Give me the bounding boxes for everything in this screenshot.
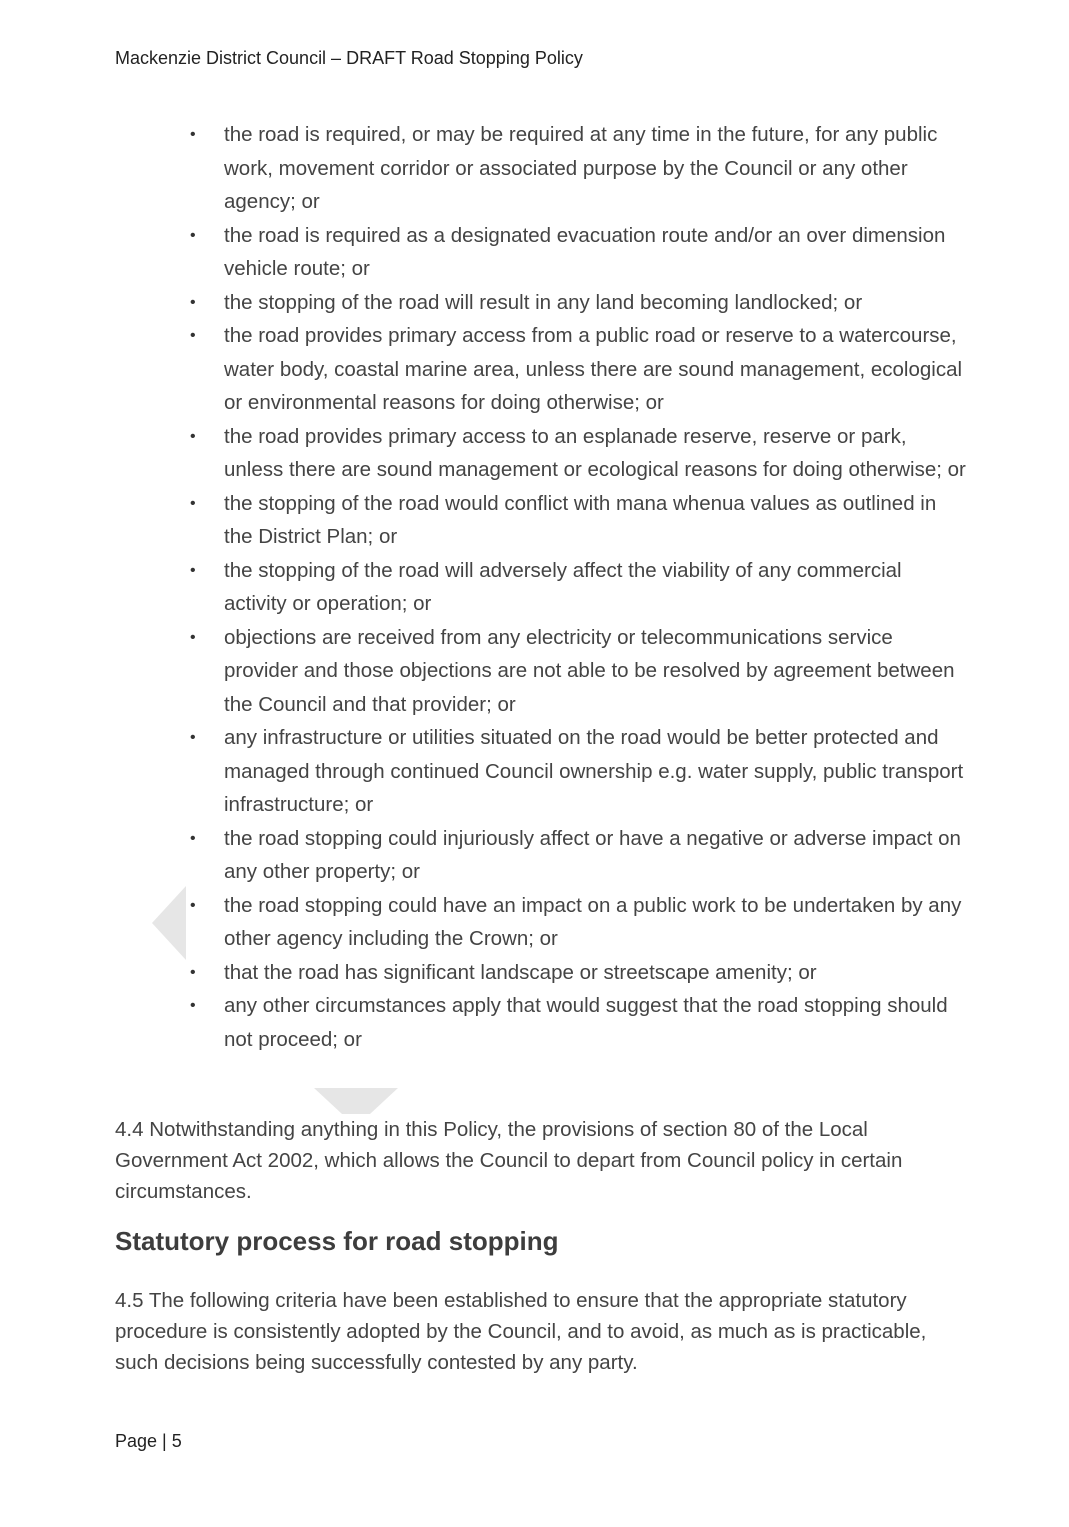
bullet-icon: • bbox=[190, 829, 196, 847]
list-item-text: objections are received from any electricity or telecommunications service provider and those objections are not able to be resolved by agreement between the Council and that provider; or bbox=[224, 625, 955, 716]
running-header: Mackenzie District Council – DRAFT Road Stopping Policy bbox=[115, 48, 583, 68]
bullet-icon: • bbox=[190, 494, 196, 512]
bullet-icon: • bbox=[190, 896, 196, 914]
list-item-text: the stopping of the road will result in any land becoming landlocked; or bbox=[224, 290, 863, 314]
bullet-icon: • bbox=[190, 293, 196, 311]
list-item-text: that the road has significant landscape or streetscape amenity; or bbox=[224, 960, 817, 984]
page-number-footer: Page | 5 bbox=[115, 1431, 182, 1451]
list-item-text: the road is required as a designated evacuation route and/or an over dimension vehicle route; or bbox=[224, 223, 946, 280]
watermark-left-arrow-shape bbox=[152, 886, 186, 960]
paragraph-4-5: 4.5 The following criteria have been established to ensure that the appropriate statutory procedure is consistently adopted by the Council, and to avoid, as much as is practicable, such decisions being successfully contested by any party. bbox=[115, 1289, 927, 1374]
list-item bbox=[186, 621, 966, 722]
list-item-text: the road provides primary access from a public road or reserve to a watercourse, water body, coastal marine area, unless there are sound management, ecological or environmental reasons for doing otherwise; or bbox=[224, 324, 963, 414]
list-item bbox=[186, 219, 966, 286]
list-item-text: any other circumstances apply that would suggest that the road stopping should not proceed; or bbox=[224, 994, 948, 1051]
list-item-text: the stopping of the road would conflict with mana whenua values as outlined in the District Plan; or bbox=[224, 491, 937, 548]
list-item bbox=[186, 956, 966, 990]
bullet-icon: • bbox=[190, 997, 196, 1014]
list-item bbox=[186, 989, 966, 1056]
section-heading: Statutory process for road stopping bbox=[115, 1226, 559, 1256]
list-item bbox=[186, 889, 966, 956]
bullet-icon: • bbox=[190, 226, 196, 244]
criteria-bullet-list bbox=[186, 118, 966, 1056]
list-item-text: the road stopping could injuriously affect or have a negative or adverse impact on any other property; or bbox=[224, 826, 961, 883]
watermark-down-arrow-shape bbox=[314, 1088, 398, 1114]
list-item-text: the stopping of the road will adversely affect the viability of any commercial activity or operation; or bbox=[224, 558, 902, 615]
list-item bbox=[186, 721, 966, 822]
list-item bbox=[186, 487, 966, 554]
list-item-text: the road is required, or may be required at any time in the future, for any public work, movement corridor or associated purpose by the Council or any other agency; or bbox=[224, 123, 938, 213]
list-item bbox=[186, 118, 966, 219]
bullet-icon: • bbox=[190, 963, 196, 981]
list-item-text: any infrastructure or utilities situated on the road would be better protected and managed through continued Council ownership e.g. water supply, public transport infrastructure; or bbox=[224, 726, 964, 816]
bullet-icon: • bbox=[190, 561, 196, 579]
paragraph-4-4: 4.4 Notwithstanding anything in this Policy, the provisions of section 80 of the Local Government Act 2002, which allows the Council to depart from Council policy in certain circumstances. bbox=[115, 1118, 903, 1203]
list-item-text: the road stopping could have an impact on a public work to be undertaken by any other agency including the Crown; or bbox=[224, 893, 962, 950]
list-item bbox=[186, 286, 966, 320]
bullet-icon: • bbox=[190, 427, 196, 445]
list-item bbox=[186, 319, 966, 420]
list-item-text: the road provides primary access to an esplanade reserve, reserve or park, unless there are sound management or ecological reasons for doing otherwise; or bbox=[224, 424, 966, 481]
watermark-left-arrow-icon bbox=[152, 886, 188, 960]
list-item bbox=[186, 420, 966, 487]
watermark-down-arrow-icon bbox=[314, 1088, 398, 1114]
bullet-icon: • bbox=[190, 729, 196, 746]
list-item bbox=[186, 554, 966, 621]
bullet-icon: • bbox=[190, 628, 196, 646]
bullet-icon: • bbox=[190, 126, 196, 143]
list-item bbox=[186, 822, 966, 889]
bullet-icon: • bbox=[190, 327, 196, 344]
